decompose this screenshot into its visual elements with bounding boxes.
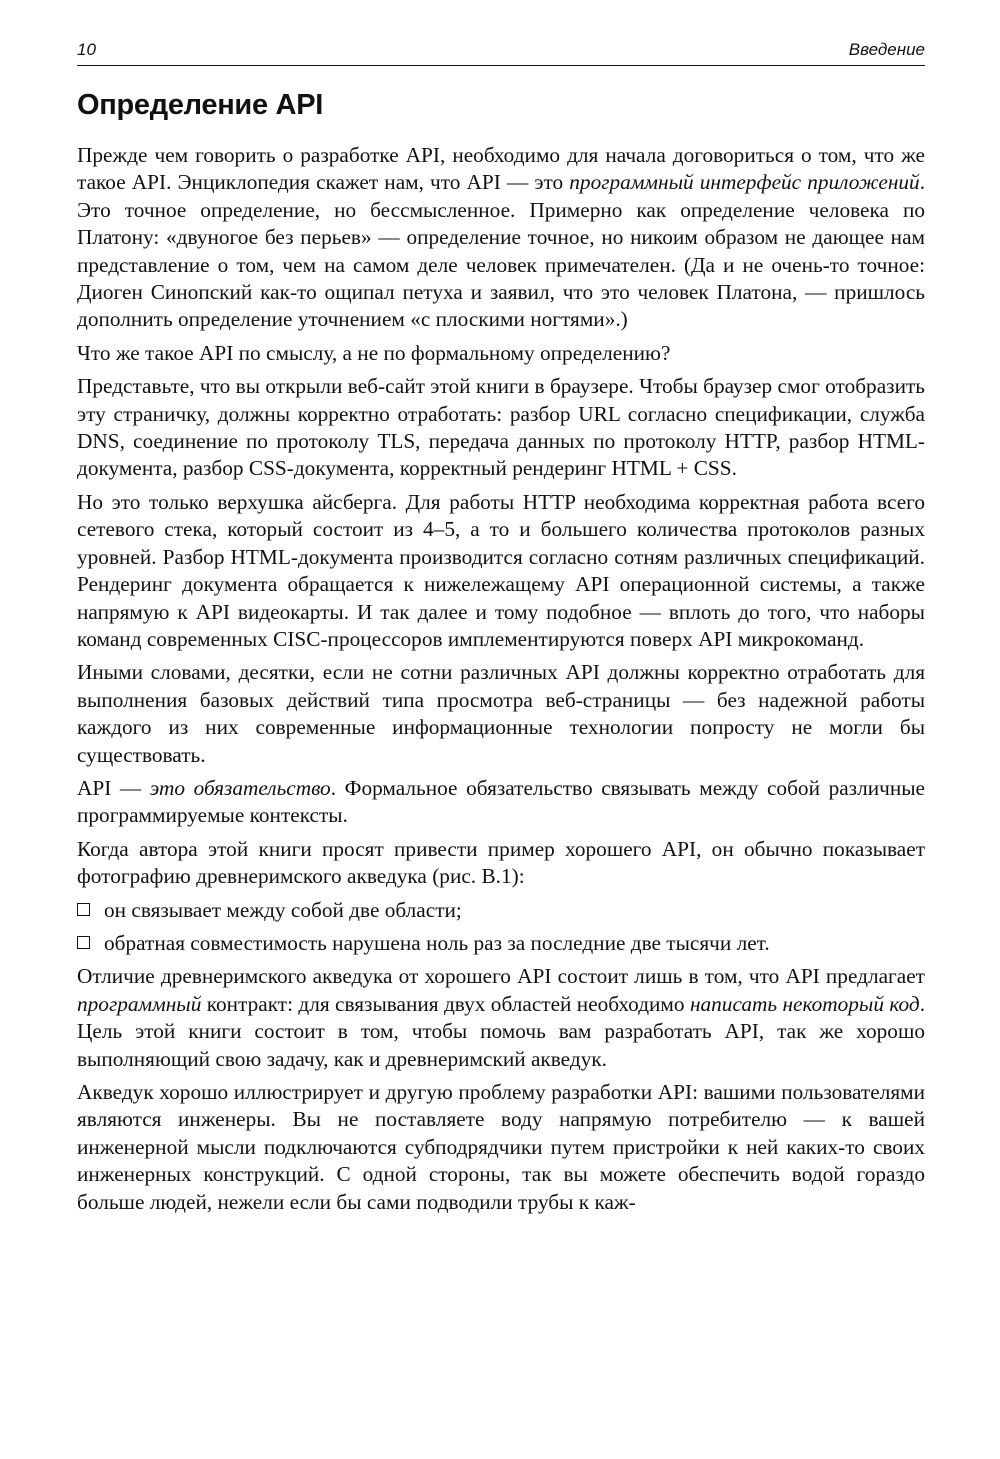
- section-title: Определение API: [77, 89, 323, 121]
- paragraph-iceberg: Но это только верхушка айсберга. Для работы HTTP необходима корректная работа всего сетевого стека, который состоит из 4–5, а то и большего количества протоколов разных уровней. Разбор HTML-документа производится согласно сотням различных спецификаций. Рендеринг документа обращается к нижележащему API операционной системы, а также напрямую к API видеокарты. И так далее и тому подобное — вплоть до того, что наборы команд современных CISC-процессоров имплементируются поверх API микрокоманд.: [77, 489, 925, 651]
- paragraph-question: Что же такое API по смыслу, а не по формальному определению?: [77, 340, 671, 365]
- emphasis-term: написать некоторый код: [689, 991, 920, 1016]
- paragraph-programmatic-contract: Отличие древнеримского акведука от хорошего API состоит лишь в том, что API предлагает программный контракт: для связывания двух областей необходимо написать некоторый код. Цель этой книги состоит в том, чтобы помочь вам разработать API, так же хорошо выполняющий свою задачу, как и древнеримский акведук.: [77, 964, 926, 1071]
- chapter-title: Введение: [848, 40, 925, 59]
- running-header: [77, 40, 925, 66]
- emphasis-term: программный интерфейс приложений: [569, 170, 920, 195]
- checkbox-bullet-icon: [77, 903, 90, 916]
- paragraph-browser: Представьте, что вы открыли веб-сайт этой книги в браузере. Чтобы браузер смог отобразить эту страничку, должны корректно отработать: разбор URL согласно спецификации, служба DNS, соединение по протоколу TLS, передача данных по протоколу HTTP, разбор HTML-документа, разбор CSS-документа, корректный рендеринг HTML + CSS.: [77, 374, 925, 481]
- list-item: [77, 930, 925, 957]
- paragraph-definition: Прежде чем говорить о разработке API, необходимо для начала договориться о том, что же такое API. Энциклопедия скажет нам, что API — это программный интерфейс приложений. Это точное определение, но бессмысленное. Примерно как определение человека по Платону: «двуногое без перьев» — определение точное, но никоим образом не дающее нам представление о том, чем на самом деле человек примечателен. (Да и не очень-то точное: Диоген Синопский как-то ощипал петуха и заявил, что это человек Платона, — пришлось дополнить определение уточнением «с плоскими ногтями».): [77, 143, 926, 332]
- paragraph-obligation: API — это обязательство. Формальное обязательство связывать между собой различные программируемые контексты.: [77, 775, 925, 828]
- emphasis-term: программный: [77, 991, 202, 1016]
- list-item-text: он связывает между собой две области;: [104, 897, 462, 922]
- emphasis-term: это обязательство: [149, 775, 331, 800]
- list-item-text: обратная совместимость нарушена ноль раз за последние две тысячи лет.: [104, 930, 770, 955]
- paragraph-dozens-of-apis: Иными словами, десятки, если не сотни различных API должны корректно отработать для выполнения базовых действий типа просмотра веб-страницы — без надежной работы каждого из них современные информационные технологии попросту не могли бы существовать.: [77, 660, 925, 767]
- paragraph-engineers: Акведук хорошо иллюстрирует и другую проблему разработки API: вашими пользователями являются инженеры. Вы не поставляете воду напрямую потребителю — к вашей инженерной мысли подключаются субподрядчики путем пристройки к ней каких-то своих инженерных конструкций. С одной стороны, так вы можете обеспечить водой гораздо больше людей, нежели если бы сами подводили трубы к каж-: [77, 1080, 925, 1214]
- body-text: [77, 142, 925, 1216]
- checkbox-bullet-icon: [77, 936, 90, 949]
- page-number: 10: [77, 40, 96, 59]
- paragraph-aqueduct-intro: Когда автора этой книги просят привести пример хорошего API, он обычно показывает фотографию древнеримского акведука (рис. В.1):: [77, 836, 925, 889]
- book-page: [77, 40, 925, 1222]
- list-item: [77, 897, 925, 924]
